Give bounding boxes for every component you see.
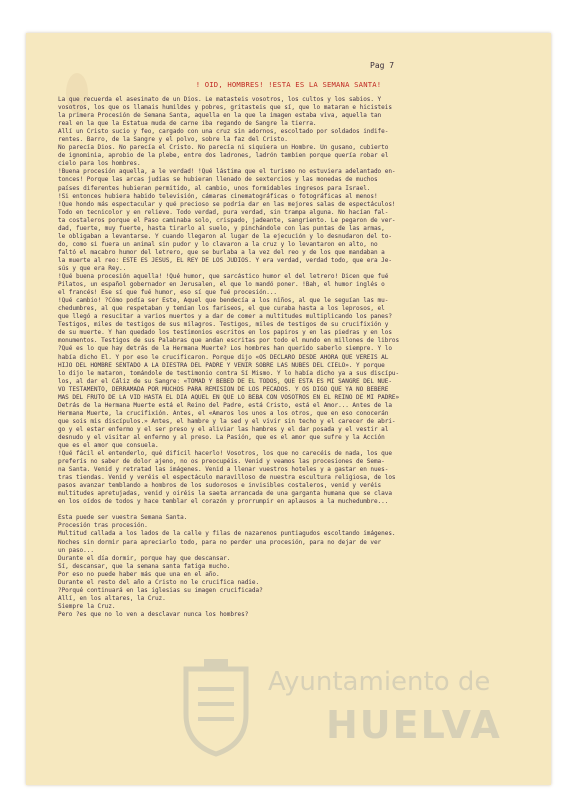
text-line: !Si entonces hubiera habido televisión, cámaras cinematográficas o fotográficas al menos! — [58, 192, 378, 200]
text-line: rentes. Barro, de la Sangre y el polvo, sobre la faz del Cristo. — [58, 136, 288, 144]
text-line: !Que hondo más espectacular y qué precioso se podría dar en las mejores salas de espectáculos! — [58, 200, 396, 208]
text-line: sús y que era Rey.. — [58, 264, 127, 272]
text-line: en los oídos de todos y hace temblar el corazón y prorrumpir en aplausos a la muchedumbre... — [58, 498, 389, 506]
text-line: países diferentes hubieran permitido, al cambio, unos formidables ingresos para Israel. — [58, 184, 371, 192]
text-line: Allí, en los altares, la Cruz. — [58, 594, 166, 602]
text-line: na Santa. Venid y retratad las imágenes. Venid a llenar vuestros hoteles y a gastar en nues- — [58, 466, 389, 474]
text-line: Procesión tras procesión. — [58, 522, 148, 530]
watermark-line2: HUELVA — [326, 703, 502, 747]
text-line: Durante el resto del año a Cristo no le crucifica nadie. — [58, 578, 260, 586]
text-line: vosotros, los que os llamais humildes y pobres, gritasteis que sí, que lo mataran e hicisteis — [58, 104, 392, 112]
text-line: Multitud callada a los lados de la calle y filas de nazarenos puntiagudos escoltando imágenes. — [58, 530, 396, 538]
text-line: Pilatos, un español gobernador en Jerusalen, el que lo mandó poner. !Bah, el humor inglés o — [58, 281, 385, 289]
text-line: Testigos, miles de testigos de sus milagros. Testigos, miles de testigos de su crucifixión y — [58, 321, 389, 329]
text-line: le obligaban a levantarse. Y cuando llegaron al lugar de la ejecución y lo desnudaron del to- — [58, 232, 392, 240]
text-line: go y el estar enfermo y el ser preso y el aliviar las hambres y el dar posada y el vestir al — [58, 425, 389, 433]
text-line: Por eso no puede haber más que una en el año. — [58, 570, 220, 578]
text-line: que llegó a resucitar a varios muertos y a dar de comer a multitudes multiplicando los panes? — [58, 313, 392, 321]
text-line: pasos avanzar temblando a hombros de los sudorosos e invisibles costaleros, venid y veréis — [58, 482, 382, 490]
text-line: Allí un Cristo sucio y feo, cargado con una cruz sin adornos, escoltado por soldados indife- — [58, 128, 389, 136]
archive-watermark — [176, 653, 536, 773]
text-line: tras tiendas. Venid y veréis el espectáculo maravilloso de nuestra escultura religiosa, de los — [58, 474, 396, 482]
text-line: real en la que la Estatua muda de carne iba regando de Sangre la tierra. — [58, 120, 317, 128]
text-line: multitudes apretujadas, venid y oiréis la saeta arrancada de una garganta humana que se clava — [58, 490, 392, 498]
text-line: ?Qué es lo que hay detrás de la Hermana Muerte? Los hombres han querido saberlo siempre. Y lo — [58, 345, 392, 353]
text-line: chedumbres, al que respetaban y temían los fariseos, el que curaba hasta a los leprosos, el — [58, 305, 385, 313]
text-line: HIJO DEL HOMBRE SENTADO A LA DIESTRA DEL PADRE Y VENIR SOBRE LAS NUBES DEL CIELO». Y porque — [58, 361, 385, 369]
text-line: La que recuerda el asesinato de un Dios. Le matasteis vosotros, los cultos y los sabios. Y — [58, 96, 382, 103]
text-line: No parecía Dios. No parecía el Cristo. No parecía ni siquiera un Hombre. Un gusano, cubierto — [58, 144, 389, 152]
text-line: !Qué fácil el entenderlo, qué difícil hacerlo! Vosotros, los que no carecéis de nada, los que — [58, 450, 392, 458]
text-line: Detrás de la Hermana Muerte está el Reino del Padre, está Cristo, está el Amor... Antes de la — [58, 401, 392, 409]
text-line: lo dijo le mataron, tomándole de testimonio contra Sí Mismo. Y lo había dicho ya a sus discípu- — [58, 369, 400, 377]
text-line: monumentos. Testigos de sus Palabras que andan escritas por todo el mundo en millones de libros — [58, 337, 400, 345]
watermark-line1: Ayuntamiento de — [268, 667, 491, 697]
text-line: la muerte al reo: ESTE ES JESUS, EL REY DE LOS JUDIOS. Y era verdad, verdad todo, que era Je- — [58, 256, 392, 264]
text-line: desnudo y el visitar al enfermo y al preso. La Pasión, que es el amor que sufre y la Acción — [58, 433, 385, 441]
text-line: Durante el día dormir, porque hay que descansar. — [58, 554, 231, 562]
text-line: Sí, descansar, que la semana santa fatiga mucho. — [58, 562, 231, 570]
text-line: do, como si fuera un animal sin pudor y lo clavaron a la cruz y lo levantaron en alto, no — [58, 240, 378, 248]
text-line: Siempre la Cruz. — [58, 602, 116, 610]
page-title: ! OID, HOMBRES! !ESTA ES LA SEMANA SANTA! — [195, 80, 382, 89]
text-line: de ignominia, aprobio de la plebe, entre dos ladrones, ladrón tambien porque quería robar el — [58, 152, 389, 160]
text-line: dad, fuerte, muy fuerte, hasta tirarlo al suelo, y pinchándole con las puntas de las armas, — [58, 224, 385, 232]
text-line: !Qué cambio! ?Cómo podía ser Este, Aquel que bendecía a los niños, al que le seguían las mu- — [58, 297, 389, 305]
text-line: VO TESTAMENTO, DERRAMADA POR MUCHOS PARA REMISION DE LOS PECADOS. Y OS DIGO QUE YA NO BEBERE — [58, 385, 389, 393]
text-line: !Qué buena procesión aquella! !Qué humor, que sarcástico humor el del letrero! Dicen que fué — [58, 273, 389, 281]
paragraph-gap — [58, 506, 528, 514]
text-line: ?Porqué continuará en las iglesias su imagen crucificada? — [58, 586, 263, 594]
text-line: Pero ?es que no lo ven a desclavar nunca los hombres? — [58, 610, 249, 618]
page-number: Pag 7 — [370, 61, 395, 70]
text-line: que sois mis discípulos.» Antes, el hambre y la sed y el vivir sin techo y el carecer de abri- — [58, 417, 396, 425]
text-line: había dicho El. Y por eso le crucificaron. Porque dijo «OS DECLARO DESDE AHORA QUE VEREIS AL — [58, 353, 389, 361]
text-line: !Buena procesión aquella, a le verdad! !Qué lástima que el turismo no estuviera adelantado en- — [58, 168, 396, 176]
document-page — [26, 33, 551, 785]
text-line: la primera Procesión de Semana Santa, aquella en la que la imagen estaba viva, aquella tan — [58, 112, 382, 120]
text-line: Hermana Muerte, la crucifixión. Antes, el «Amaros los unos a los otros, que en eso conocerán — [58, 409, 389, 417]
text-line: que es el amor que consuela. — [58, 442, 159, 450]
text-line: Todo en tecnicolor y en relieve. Todo verdad, pura verdad, sin trampa alguna. No hacían fal- — [58, 208, 389, 216]
text-line: el francés! Ese sí que fué humor, eso sí que fué procesión... — [58, 289, 278, 297]
typed-body-text — [58, 96, 528, 619]
text-line: preferís no saber de dolor ajeno, no os preocupéis. Venid y veamos las procesiones de Sema- — [58, 458, 385, 466]
text-line: los, al dar el Cáliz de su Sangre: «TOMAD Y BEBED DE EL TODOS, QUE ESTA ES MI SANGRE DEL NUE- — [58, 377, 392, 385]
text-line: MAS DEL FRUTO DE LA VID HASTA EL DIA AQUEL EN QUE LO BEBA CON VOSOTROS EN EL REINO DE MI PADRE» — [58, 393, 400, 401]
text-line: faltó el macabro humor del letrero, que se burlaba a la vez del reo y de los que mandaban a — [58, 248, 385, 256]
text-line: tonces! Porque las arcas judías se hubieran llenado de sextercios y las monedas de muchos — [58, 176, 378, 184]
text-line: un paso... — [58, 546, 94, 554]
text-line: Esta puede ser vuestra Semana Santa. — [58, 514, 188, 522]
text-line: de su muerte. Y han quedado los testimonios escritos en los papiros y en las piedras y en los — [58, 329, 392, 337]
text-line: ta costaleros porque el Paso caminaba solo, crispado, jadeante, sangriento. Le pegaron de ver- — [58, 216, 396, 224]
text-line: Noches sin dormir para apreciarlo todo, para no perder una procesión, para no dejar de ver — [58, 538, 382, 546]
text-line: cielo para los hombres. — [58, 160, 141, 168]
city-shield-icon — [176, 659, 256, 759]
